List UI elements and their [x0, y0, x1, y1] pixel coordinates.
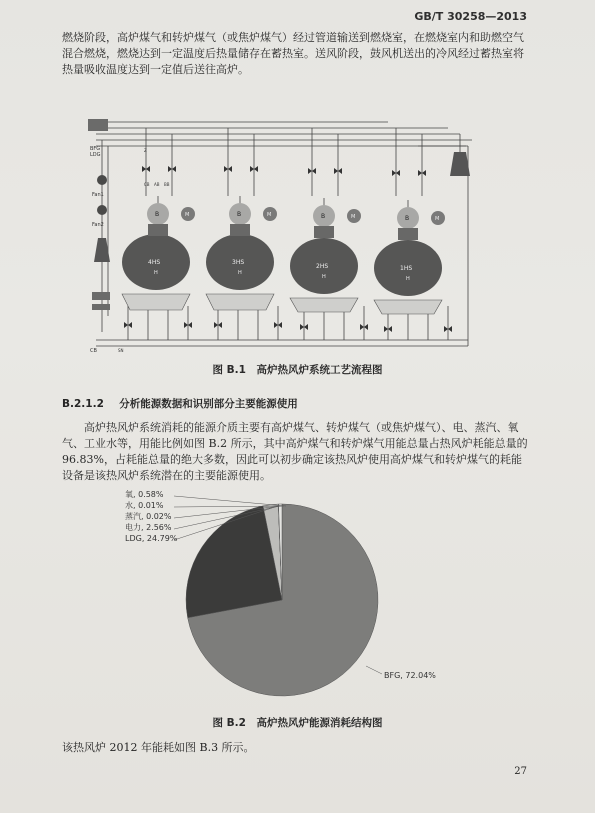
mixer-4hs: M — [185, 212, 190, 218]
burner-2hs: B — [321, 213, 326, 220]
pie-label-0: BFG, 72.04% — [384, 671, 436, 680]
stove-1hs — [374, 207, 445, 314]
pie-label-3: 蒸汽, 0.02% — [125, 512, 172, 521]
fan-1 — [92, 175, 107, 198]
line-label-ldg: LDG — [90, 152, 101, 158]
section-number: B.2.1.2 — [62, 398, 104, 410]
section-title: 分析能源数据和识别部分主要能源使用 — [119, 398, 298, 410]
fan-1-label: Fan1 — [92, 192, 104, 198]
analysis-text: 高炉热风炉系统消耗的能源介质主要有高炉煤气、转炉煤气（或焦炉煤气）、电、蒸汽、氧气、工业水等，用能比例如图 B.2 所示，其中高炉煤气和转炉煤气用能总量占热风炉耗能总量的 96.83%，占耗能总量的绝大多数，因此可以初步确定该热风炉使用高炉煤气和转炉煤气的耗能设备是该热风炉系统潜在的主要能源使用。 — [62, 421, 528, 482]
stove-3hs — [206, 203, 277, 310]
intro-paragraph: 燃烧阶段，高炉煤气和转炉煤气（或焦炉煤气）经过管道输送到燃烧室，在燃烧室内和助燃空气混合燃烧，燃烧达到一定温度后热量储存在蓄热室。送风阶段，鼓风机送出的冷风经过蓄热室将热量吸收温度达到一定值后送往高炉。 — [62, 31, 524, 76]
burner-3hs: B — [237, 211, 242, 218]
stove-4hs-sub: H — [154, 270, 158, 276]
pie-label-4: 水, 0.01% — [125, 501, 164, 510]
pie-leader-0 — [366, 666, 382, 674]
stove-4hs — [122, 203, 195, 310]
port-label-ab: AB — [154, 182, 160, 187]
pie-label-1: LDG, 24.79% — [125, 534, 178, 543]
stove-3hs-sub: H — [238, 270, 242, 276]
stove-1hs-label: 1HS — [400, 265, 413, 272]
port-label-cb: CB — [144, 182, 150, 187]
fan-2 — [92, 205, 107, 228]
page-number: 27 — [514, 766, 527, 777]
chimney-icon — [94, 238, 110, 262]
mixer-1hs: M — [435, 216, 440, 222]
line-label-sn: SN — [118, 348, 124, 353]
fan-2-label: Fan2 — [92, 222, 104, 228]
pie-leader-5 — [174, 496, 286, 506]
mixer-3hs: M — [267, 212, 272, 218]
section-heading — [62, 396, 298, 411]
burner-1hs: B — [405, 215, 410, 222]
process-flow-diagram — [88, 116, 480, 354]
stove-2hs — [290, 205, 361, 312]
pie-label-5: 氧, 0.58% — [125, 490, 164, 499]
closing-line: 该热风炉 2012 年能耗如图 B.3 所示。 — [62, 741, 255, 754]
blast-furnace-icon — [450, 152, 470, 176]
stove-2hs-label: 2HS — [316, 263, 329, 270]
line-label-bfg: BFG — [90, 146, 101, 152]
stove-2hs-sub: H — [322, 274, 326, 280]
valve-label: Z — [144, 148, 147, 153]
port-label-bb: BB — [164, 182, 170, 187]
stove-4hs-label: 4HS — [148, 259, 161, 266]
line-label-cb: CB — [90, 348, 97, 354]
figure-b2-caption: 图 B.2 高炉热风炉能源消耗结构图 — [212, 717, 383, 729]
stove-3hs-label: 3HS — [232, 259, 245, 266]
figure-b1-caption: 图 B.1 高炉热风炉系统工艺流程图 — [212, 364, 383, 376]
standard-number: GB/T 30258—2013 — [414, 10, 527, 23]
mixer-2hs: M — [351, 214, 356, 220]
burner-4hs: B — [155, 211, 160, 218]
pie-label-2: 电力, 2.56% — [125, 523, 172, 532]
analysis-paragraph — [62, 420, 532, 484]
stove-1hs-sub: H — [406, 276, 410, 282]
